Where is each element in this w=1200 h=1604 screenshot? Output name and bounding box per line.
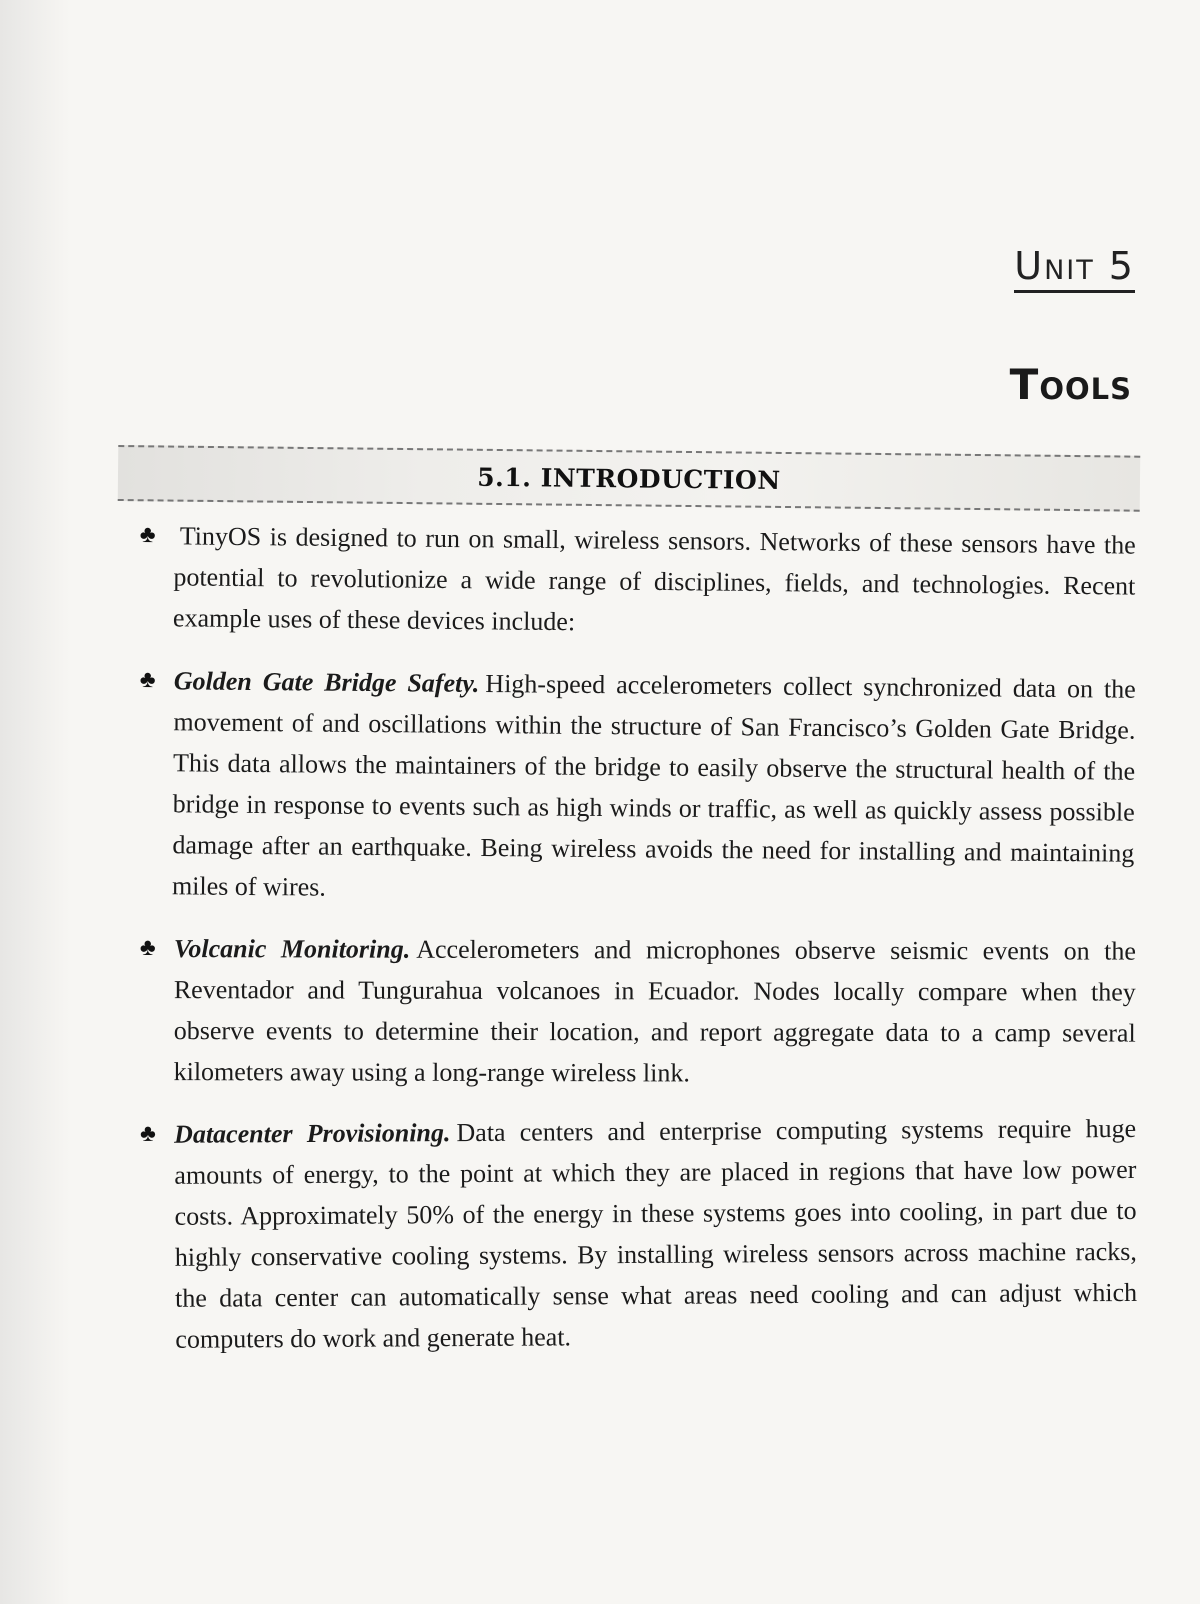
club-bullet-icon: ♣ bbox=[139, 666, 156, 694]
club-bullet-icon: ♣ bbox=[139, 935, 156, 962]
bullet-list bbox=[140, 515, 1136, 1382]
section-banner bbox=[118, 445, 1141, 512]
unit-label: Unit 5 bbox=[1014, 244, 1135, 293]
list-item bbox=[139, 515, 1136, 648]
item-text: TinyOS is designed to run on small, wireless sensors. Networks of these sensors have the potential to revolutionize a wide range of disciplines, fields, and technologies. Recent example uses of these devices include: bbox=[172, 521, 1136, 637]
item-lead: Volcanic Monitoring. bbox=[173, 934, 411, 964]
club-bullet-icon: ♣ bbox=[140, 1120, 156, 1147]
item-text: High-speed accelerometers collect synchronized data on the movement of and oscillations within the structure of San Francisco’s Golden Gate Bridge. This data allows the maintainers of the bridge to easily observe the structural health of the bridge in response to events such as high winds or traffic, as well as quickly assess possible damage after an earthquake. Being wireless avoids the need for installing and maintaining miles of wires. bbox=[171, 669, 1136, 902]
item-lead: Datacenter Provisioning. bbox=[174, 1118, 451, 1149]
list-item bbox=[140, 928, 1136, 1095]
chapter-title: Tools bbox=[1009, 360, 1132, 409]
item-text: Data centers and enterprise computing systems require huge amounts of energy, to the point at which they are placed in regions that have low power costs. Approximately 50% of the energy in these systems goes into cooling, in part due to highly conservative cooling systems. By installing wireless sensors across machine racks, the data center can automatically sense what areas need cooling and can adjust which computers do work and generate heat. bbox=[174, 1113, 1138, 1354]
list-item bbox=[138, 660, 1136, 915]
unit-header bbox=[1014, 244, 1135, 293]
section-heading: 5.1. INTRODUCTION bbox=[477, 462, 781, 495]
list-item bbox=[140, 1108, 1137, 1360]
item-lead: Golden Gate Bridge Safety. bbox=[173, 666, 480, 698]
club-bullet-icon: ♣ bbox=[139, 521, 156, 549]
page-binding-shadow bbox=[0, 0, 70, 1604]
item-text: Accelerometers and microphones observe seismic events on the Reventador and Tungurahua volcanoes in Ecuador. Nodes locally compare when they observe events to determine their location, and report aggregate data to a camp several kilometers away using a long-range wireless link. bbox=[173, 934, 1136, 1088]
